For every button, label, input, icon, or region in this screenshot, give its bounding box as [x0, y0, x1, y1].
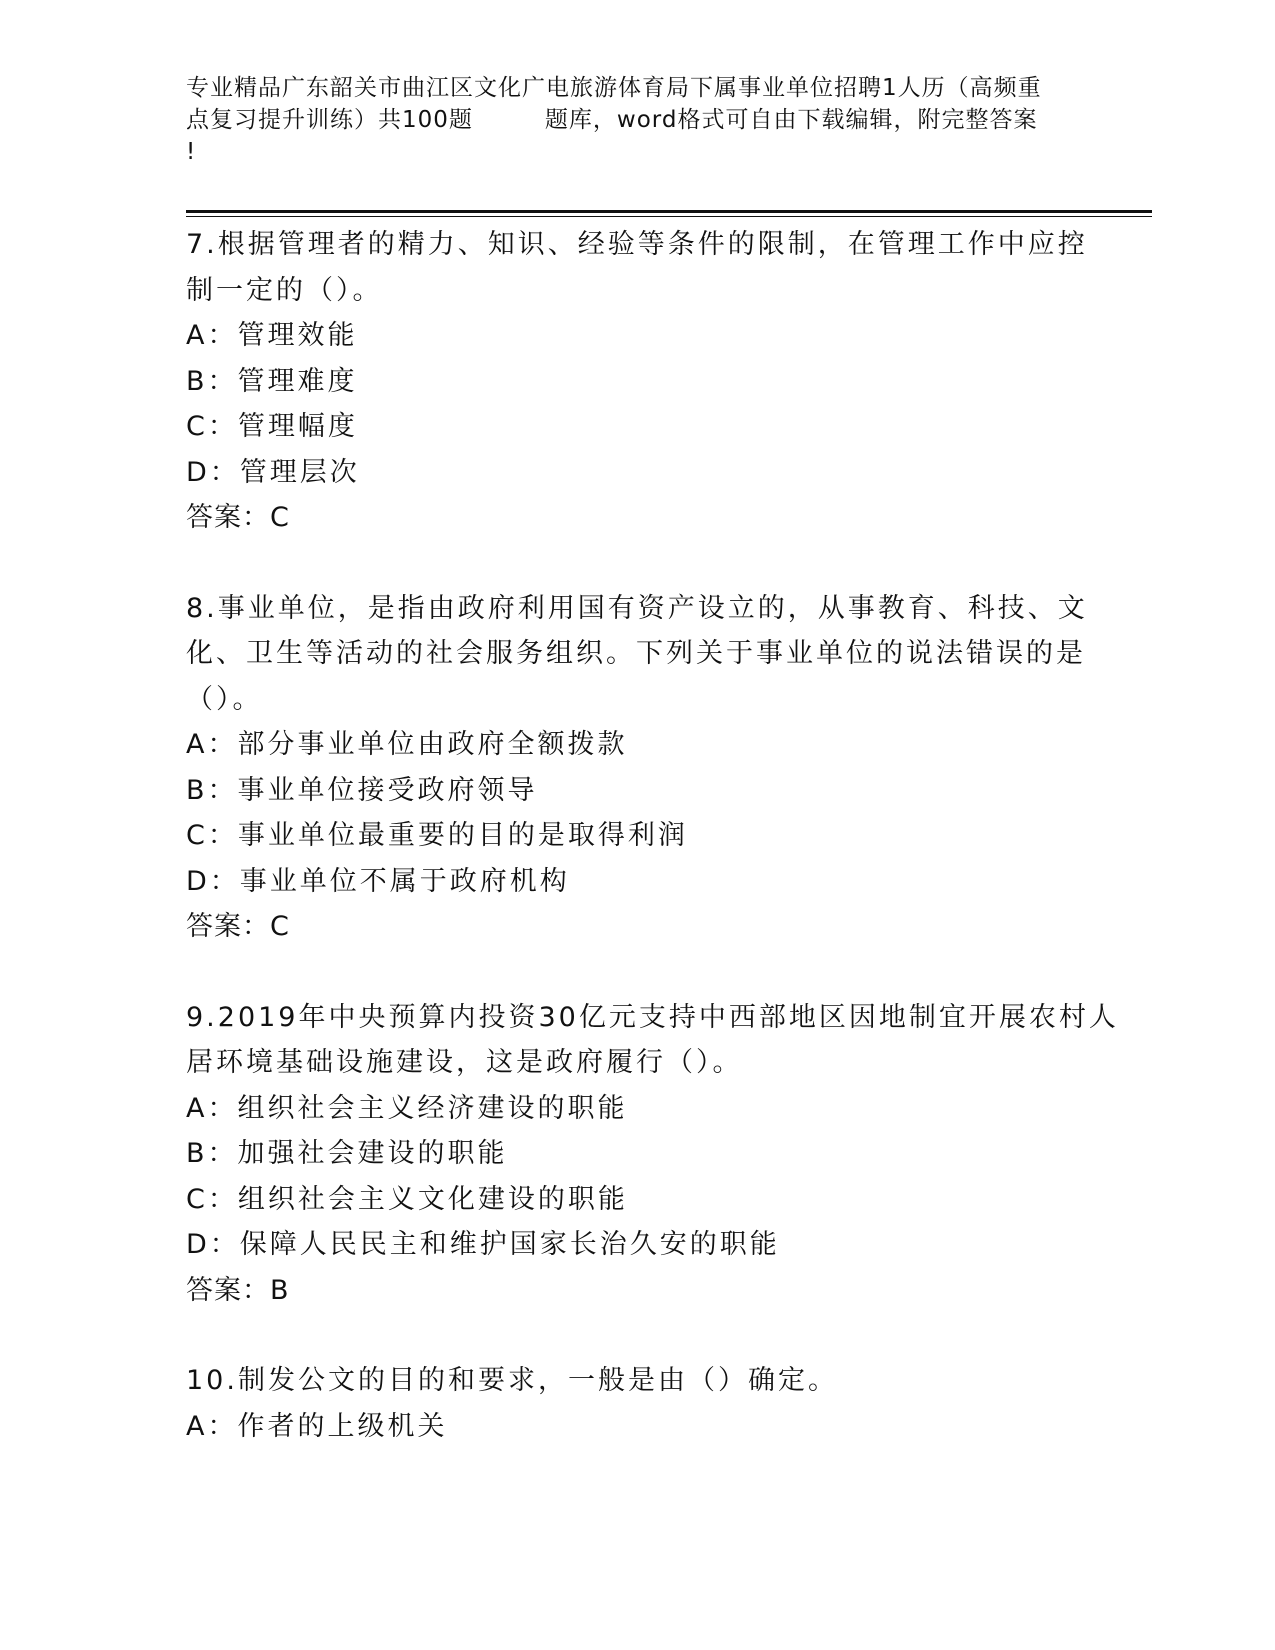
option-c: C：组织社会主义文化建设的职能 [186, 1183, 628, 1215]
option-b: B：加强社会建设的职能 [186, 1138, 508, 1169]
question-stem-line: （）。 [186, 683, 263, 715]
answer: 答案：B [186, 1274, 290, 1306]
header-divider-thin [186, 216, 1152, 217]
option-d: D：保障人民民主和维护国家长治久安的职能 [186, 1229, 780, 1260]
option-b: B：事业单位接受政府领导 [186, 774, 538, 806]
question-stem-line: 10.制发公文的目的和要求，一般是由（）确定。 [186, 1365, 838, 1396]
option-b: B：管理难度 [186, 365, 358, 397]
header-title-line-1: 专业精品广东韶关市曲江区文化广电旅游体育局下属事业单位招聘1人历（高频重 [186, 75, 1042, 101]
option-a: A：组织社会主义经济建设的职能 [186, 1092, 628, 1124]
option-c: C：管理幅度 [186, 411, 358, 442]
question-stem-line: 7.根据管理者的精力、知识、经验等条件的限制，在管理工作中应控 [186, 229, 1088, 260]
option-d: D：管理层次 [186, 456, 360, 488]
question-7 [186, 222, 1086, 541]
header-title-line-2 [186, 104, 1086, 136]
header-title-line-3: ! [186, 139, 197, 165]
header-divider-thick [186, 210, 1152, 213]
question-stem-line: 居环境基础设施建设，这是政府履行（）。 [186, 1047, 743, 1078]
header-title-line-2b: 题库，word格式可自由下载编辑，附完整答案 [544, 107, 1038, 133]
option-a: A：部分事业单位由政府全额拨款 [186, 729, 628, 760]
question-10 [186, 1358, 1086, 1449]
question-stem-line: 化、卫生等活动的社会服务组织。下列关于事业单位的说法错误的是 [186, 638, 1086, 669]
question-stem-line: 8.事业单位，是指由政府利用国有资产设立的，从事教育、科技、文 [186, 592, 1088, 624]
answer: 答案：C [186, 911, 290, 942]
question-9 [186, 995, 1119, 1314]
answer: 答案：C [186, 502, 290, 533]
question-stem-line: 制一定的（）。 [186, 274, 383, 306]
document-header [186, 72, 1086, 168]
question-stem-line: 9.2019年中央预算内投资30亿元支持中西部地区因地制宜开展农村人 [186, 1001, 1119, 1033]
option-d: D：事业单位不属于政府机构 [186, 865, 570, 897]
option-a: A：作者的上级机关 [186, 1410, 448, 1442]
question-8 [186, 586, 1086, 950]
question-list [186, 222, 1119, 1449]
option-c: C：事业单位最重要的目的是取得利润 [186, 820, 688, 851]
option-a: A：管理效能 [186, 320, 358, 351]
header-title-line-2a: 点复习提升训练）共100题 [186, 107, 473, 133]
